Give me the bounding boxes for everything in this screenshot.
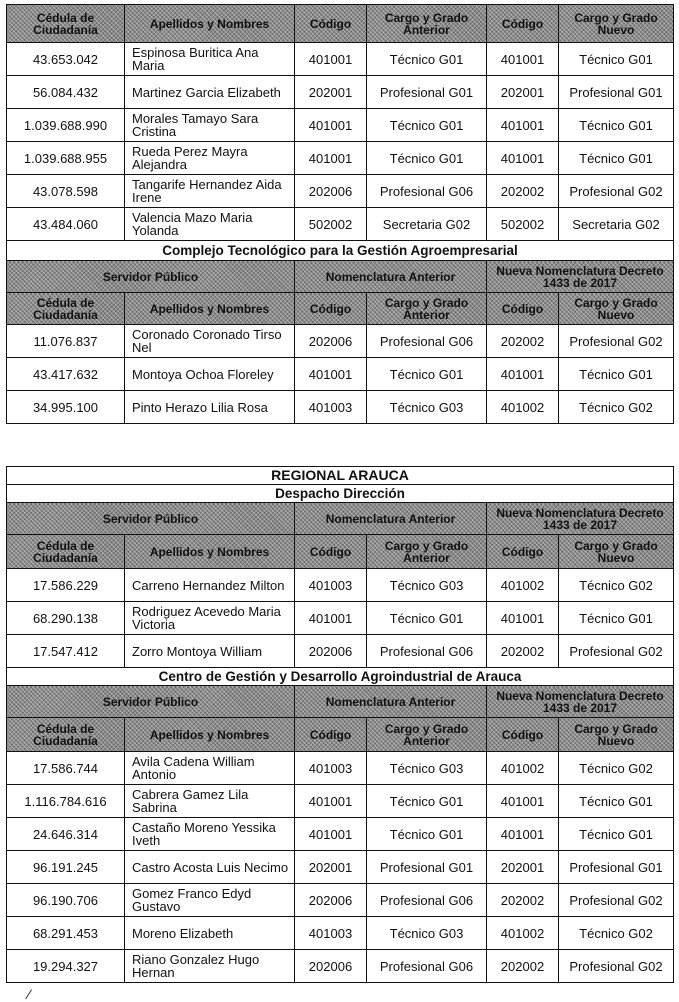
table-row	[7, 208, 674, 241]
cedula-cell: 43.078.598	[7, 175, 125, 208]
codigo-anterior-cell: 401001	[295, 818, 367, 851]
codigo-nuevo-cell: 202002	[487, 175, 559, 208]
cargo-nuevo-cell: Técnico G01	[559, 142, 674, 175]
column-header-row	[7, 5, 674, 43]
name-cell: Montoya Ochoa Floreley	[125, 358, 295, 391]
header-codigo: Código	[487, 535, 559, 569]
header-nueva-nomenclatura: Nueva Nomenclatura Decreto 1433 de 2017	[487, 686, 674, 718]
header-cargo-nuevo: Cargo y Grado Nuevo	[559, 718, 674, 752]
personnel-table-top	[6, 4, 674, 424]
codigo-anterior-cell: 202006	[295, 325, 367, 358]
column-header-row	[7, 718, 674, 752]
header-nomenclatura-anterior: Nomenclatura Anterior	[295, 686, 487, 718]
name-cell: Castro Acosta Luis Necimo	[125, 851, 295, 884]
cargo-nuevo-cell: Técnico G01	[559, 109, 674, 142]
group-header-row	[7, 686, 674, 718]
table-row	[7, 43, 674, 76]
header-nueva-nomenclatura: Nueva Nomenclatura Decreto 1433 de 2017	[487, 261, 674, 293]
table-row	[7, 602, 674, 635]
header-codigo: Código	[295, 293, 367, 325]
cedula-cell: 96.191.245	[7, 851, 125, 884]
name-cell: Rodriguez Acevedo Maria Victoria	[125, 602, 295, 635]
codigo-anterior-cell: 401001	[295, 142, 367, 175]
codigo-nuevo-cell: 502002	[487, 208, 559, 241]
header-cedula: Cédula de Ciudadanía	[7, 293, 125, 325]
name-cell: Cabrera Gamez Lila Sabrina	[125, 785, 295, 818]
table-row	[7, 142, 674, 175]
table-row	[7, 635, 674, 668]
cargo-anterior-cell: Profesional G01	[367, 851, 487, 884]
cargo-nuevo-cell: Profesional G02	[559, 884, 674, 917]
name-cell: Espinosa Buritica Ana Maria	[125, 43, 295, 76]
name-cell: Moreno Elizabeth	[125, 917, 295, 950]
codigo-anterior-cell: 202006	[295, 950, 367, 983]
cargo-nuevo-cell: Secretaria G02	[559, 208, 674, 241]
header-codigo: Código	[295, 5, 367, 43]
header-codigo: Código	[487, 718, 559, 752]
cedula-cell: 43.417.632	[7, 358, 125, 391]
cargo-nuevo-cell: Técnico G01	[559, 358, 674, 391]
header-nueva-nomenclatura: Nueva Nomenclatura Decreto 1433 de 2017	[487, 503, 674, 535]
cargo-anterior-cell: Técnico G03	[367, 752, 487, 785]
cargo-anterior-cell: Técnico G03	[367, 569, 487, 602]
codigo-anterior-cell: 202006	[295, 175, 367, 208]
cargo-nuevo-cell: Técnico G02	[559, 391, 674, 424]
header-nomenclatura-anterior: Nomenclatura Anterior	[295, 261, 487, 293]
table-row	[7, 785, 674, 818]
table-row	[7, 325, 674, 358]
cedula-cell: 1.039.688.990	[7, 109, 125, 142]
name-cell: Tangarife Hernandez Aida Irene	[125, 175, 295, 208]
header-cedula: Cédula de Ciudadanía	[7, 5, 125, 43]
cargo-nuevo-cell: Profesional G02	[559, 950, 674, 983]
header-cedula: Cédula de Ciudadanía	[7, 718, 125, 752]
signature-mark: ⁄	[28, 986, 31, 1002]
cedula-cell: 24.646.314	[7, 818, 125, 851]
codigo-anterior-cell: 401001	[295, 43, 367, 76]
section-title-complejo: Complejo Tecnológico para la Gestión Agroempresarial	[7, 241, 674, 261]
group-header-row	[7, 261, 674, 293]
header-codigo: Código	[295, 718, 367, 752]
cargo-anterior-cell: Secretaria G02	[367, 208, 487, 241]
cargo-anterior-cell: Técnico G03	[367, 391, 487, 424]
codigo-nuevo-cell: 202002	[487, 884, 559, 917]
cargo-nuevo-cell: Técnico G01	[559, 785, 674, 818]
codigo-anterior-cell: 401003	[295, 391, 367, 424]
codigo-anterior-cell: 401001	[295, 602, 367, 635]
table-row	[7, 569, 674, 602]
codigo-anterior-cell: 401003	[295, 569, 367, 602]
cargo-anterior-cell: Técnico G01	[367, 358, 487, 391]
despacho-body	[7, 569, 674, 668]
cargo-nuevo-cell: Técnico G01	[559, 818, 674, 851]
codigo-nuevo-cell: 401002	[487, 752, 559, 785]
codigo-anterior-cell: 202006	[295, 884, 367, 917]
cargo-anterior-cell: Técnico G03	[367, 917, 487, 950]
cargo-anterior-cell: Técnico G01	[367, 602, 487, 635]
table-row	[7, 917, 674, 950]
column-header-row	[7, 535, 674, 569]
cargo-anterior-cell: Profesional G01	[367, 76, 487, 109]
cedula-cell: 19.294.327	[7, 950, 125, 983]
table-row	[7, 76, 674, 109]
group-header-row	[7, 503, 674, 535]
cedula-cell: 34.995.100	[7, 391, 125, 424]
cedula-cell: 17.586.744	[7, 752, 125, 785]
cargo-nuevo-cell: Profesional G02	[559, 325, 674, 358]
header-cargo-anterior: Cargo y Grado Anterior	[367, 718, 487, 752]
cedula-cell: 68.290.138	[7, 602, 125, 635]
cargo-anterior-cell: Técnico G01	[367, 43, 487, 76]
header-cargo-nuevo: Cargo y Grado Nuevo	[559, 293, 674, 325]
header-nombres: Apellidos y Nombres	[125, 5, 295, 43]
cargo-nuevo-cell: Técnico G01	[559, 43, 674, 76]
codigo-nuevo-cell: 401001	[487, 818, 559, 851]
codigo-anterior-cell: 202001	[295, 851, 367, 884]
section-title-centro-arauca: Centro de Gestión y Desarrollo Agroindustrial de Arauca	[7, 668, 674, 686]
header-cargo-nuevo: Cargo y Grado Nuevo	[559, 535, 674, 569]
codigo-nuevo-cell: 202001	[487, 851, 559, 884]
codigo-nuevo-cell: 202002	[487, 635, 559, 668]
cargo-anterior-cell: Profesional G06	[367, 635, 487, 668]
name-cell: Coronado Coronado Tirso Nel	[125, 325, 295, 358]
table-row	[7, 884, 674, 917]
name-cell: Martinez Garcia Elizabeth	[125, 76, 295, 109]
codigo-nuevo-cell: 202002	[487, 325, 559, 358]
name-cell: Valencia Mazo Maria Yolanda	[125, 208, 295, 241]
name-cell: Zorro Montoya William	[125, 635, 295, 668]
cedula-cell: 17.586.229	[7, 569, 125, 602]
cargo-anterior-cell: Técnico G01	[367, 142, 487, 175]
arauca-body	[7, 752, 674, 983]
cedula-cell: 1.039.688.955	[7, 142, 125, 175]
cedula-cell: 43.484.060	[7, 208, 125, 241]
codigo-anterior-cell: 401003	[295, 752, 367, 785]
header-cargo-anterior: Cargo y Grado Anterior	[367, 293, 487, 325]
header-servidor-publico: Servidor Público	[7, 261, 295, 293]
cargo-nuevo-cell: Técnico G02	[559, 569, 674, 602]
codigo-anterior-cell: 401003	[295, 917, 367, 950]
cargo-anterior-cell: Profesional G06	[367, 950, 487, 983]
cargo-anterior-cell: Profesional G06	[367, 325, 487, 358]
name-cell: Riano Gonzalez Hugo Hernan	[125, 950, 295, 983]
header-servidor-publico: Servidor Público	[7, 503, 295, 535]
codigo-anterior-cell: 401001	[295, 358, 367, 391]
header-servidor-publico: Servidor Público	[7, 686, 295, 718]
header-cargo-anterior: Cargo y Grado Anterior	[367, 5, 487, 43]
table-row	[7, 391, 674, 424]
codigo-anterior-cell: 502002	[295, 208, 367, 241]
header-cedula: Cédula de Ciudadanía	[7, 535, 125, 569]
cargo-nuevo-cell: Técnico G01	[559, 602, 674, 635]
cargo-nuevo-cell: Profesional G01	[559, 851, 674, 884]
header-nomenclatura-anterior: Nomenclatura Anterior	[295, 503, 487, 535]
header-codigo: Código	[295, 535, 367, 569]
table-row	[7, 175, 674, 208]
codigo-anterior-cell: 202001	[295, 76, 367, 109]
table-row	[7, 950, 674, 983]
cargo-anterior-cell: Profesional G06	[367, 175, 487, 208]
cedula-cell: 56.084.432	[7, 76, 125, 109]
table-row	[7, 358, 674, 391]
section-title-despacho: Despacho Dirección	[7, 485, 674, 503]
personnel-table-arauca	[6, 466, 674, 983]
header-nombres: Apellidos y Nombres	[125, 293, 295, 325]
codigo-nuevo-cell: 401001	[487, 785, 559, 818]
codigo-nuevo-cell: 401001	[487, 109, 559, 142]
codigo-nuevo-cell: 401001	[487, 358, 559, 391]
cargo-nuevo-cell: Profesional G01	[559, 76, 674, 109]
header-nombres: Apellidos y Nombres	[125, 718, 295, 752]
table1-body	[7, 43, 674, 241]
codigo-nuevo-cell: 202001	[487, 76, 559, 109]
cedula-cell: 68.291.453	[7, 917, 125, 950]
complejo-body	[7, 325, 674, 424]
cargo-nuevo-cell: Profesional G02	[559, 175, 674, 208]
name-cell: Avila Cadena William Antonio	[125, 752, 295, 785]
header-nombres: Apellidos y Nombres	[125, 535, 295, 569]
header-codigo: Código	[487, 5, 559, 43]
cedula-cell: 1.116.784.616	[7, 785, 125, 818]
column-header-row	[7, 293, 674, 325]
table-row	[7, 752, 674, 785]
codigo-anterior-cell: 401001	[295, 785, 367, 818]
header-codigo: Código	[487, 293, 559, 325]
name-cell: Carreno Hernandez Milton	[125, 569, 295, 602]
codigo-anterior-cell: 202006	[295, 635, 367, 668]
cargo-anterior-cell: Técnico G01	[367, 818, 487, 851]
cargo-nuevo-cell: Profesional G02	[559, 635, 674, 668]
cedula-cell: 17.547.412	[7, 635, 125, 668]
codigo-nuevo-cell: 202002	[487, 950, 559, 983]
header-cargo-nuevo: Cargo y Grado Nuevo	[559, 5, 674, 43]
table-row	[7, 851, 674, 884]
name-cell: Pinto Herazo Lilia Rosa	[125, 391, 295, 424]
cargo-anterior-cell: Técnico G01	[367, 109, 487, 142]
region-title: REGIONAL ARAUCA	[7, 467, 674, 485]
name-cell: Morales Tamayo Sara Cristina	[125, 109, 295, 142]
codigo-nuevo-cell: 401001	[487, 43, 559, 76]
table-row	[7, 109, 674, 142]
codigo-nuevo-cell: 401001	[487, 602, 559, 635]
header-cargo-anterior: Cargo y Grado Anterior	[367, 535, 487, 569]
cargo-anterior-cell: Profesional G06	[367, 884, 487, 917]
codigo-nuevo-cell: 401002	[487, 569, 559, 602]
codigo-nuevo-cell: 401002	[487, 917, 559, 950]
name-cell: Gomez Franco Edyd Gustavo	[125, 884, 295, 917]
cedula-cell: 11.076.837	[7, 325, 125, 358]
name-cell: Castaño Moreno Yessika Iveth	[125, 818, 295, 851]
name-cell: Rueda Perez Mayra Alejandra	[125, 142, 295, 175]
codigo-nuevo-cell: 401001	[487, 142, 559, 175]
table-row	[7, 818, 674, 851]
cargo-nuevo-cell: Técnico G02	[559, 752, 674, 785]
codigo-nuevo-cell: 401002	[487, 391, 559, 424]
cargo-anterior-cell: Técnico G01	[367, 785, 487, 818]
cedula-cell: 96.190.706	[7, 884, 125, 917]
cedula-cell: 43.653.042	[7, 43, 125, 76]
codigo-anterior-cell: 401001	[295, 109, 367, 142]
cargo-nuevo-cell: Técnico G02	[559, 917, 674, 950]
